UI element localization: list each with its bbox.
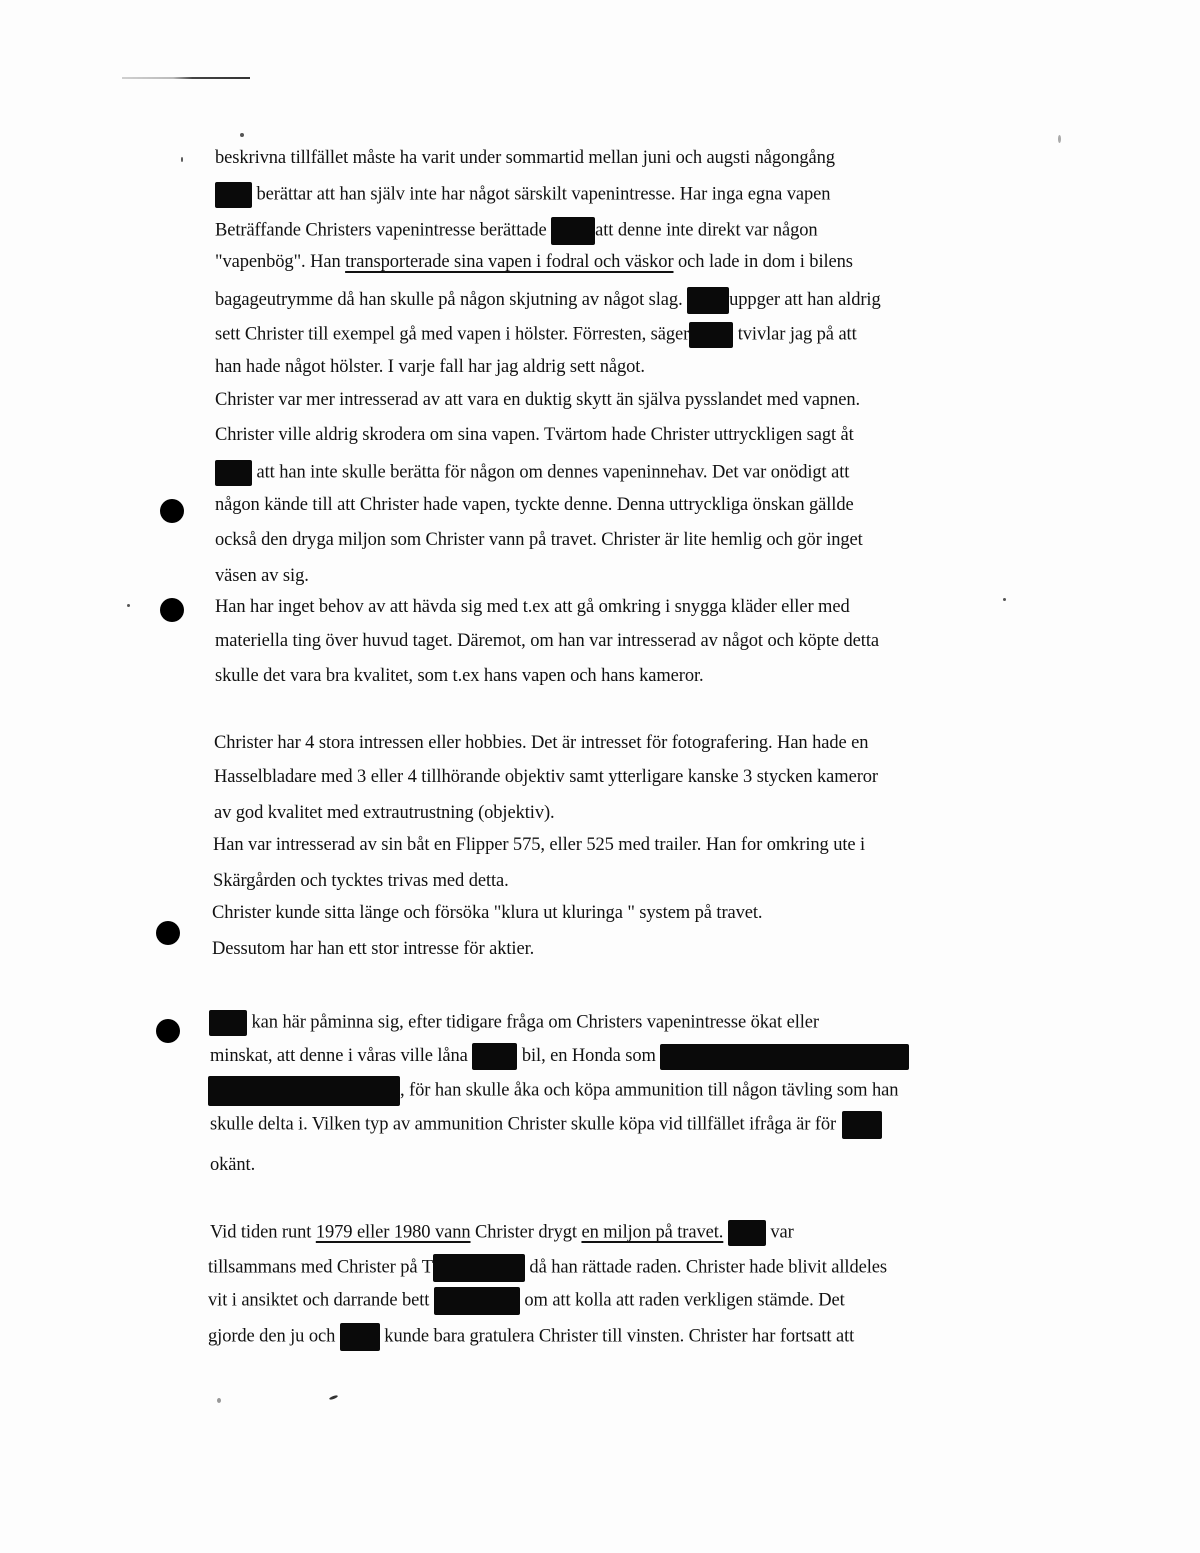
text-line [215,390,860,411]
redaction-block [208,1076,400,1106]
redaction-block [842,1111,882,1139]
text-line [215,495,854,516]
text-line [212,939,534,960]
text-line [215,287,881,314]
text-segment: någon kände till att Christer hade vapen, tyckte denne. Denna uttryckliga önskan gällde [215,495,854,515]
scan-speck [1058,135,1061,143]
text-line [215,217,818,245]
text-segment: , för han skulle åka och köpa ammunition till någon tävling som han [400,1080,899,1101]
text-segment: berättar att han själv inte har något särskilt vapenintresse. Har inga egna vapen [252,184,831,205]
text-segment: Christer var mer intresserad av att vara en duktig skytt än själva pysslandet med vapnen. [215,390,861,410]
text-line [215,357,645,378]
text-segment: Christer har 4 stora intressen eller hobbies. Det är intresset för fotografering. Han hade en [214,733,869,753]
scan-speck [127,604,130,607]
underlined-text: en miljon på travet. [581,1222,724,1243]
margin-bullet-marker [156,921,180,945]
margin-bullet-marker [160,499,184,523]
text-segment: minskat, att denne i våras ville låna [210,1045,473,1066]
text-segment: att denne inte direkt var någon [595,220,818,241]
text-segment: då han rättade raden. Christer hade blivit alldeles [524,1257,887,1278]
redaction-block [551,217,595,245]
text-segment: Beträffande Christers vapenintresse berättade [215,220,552,241]
text-segment: och lade in dom i bilens [673,252,853,272]
text-line [210,1043,909,1070]
text-segment: okänt. [210,1155,256,1175]
redaction-block [660,1044,909,1070]
redaction-block [689,322,733,348]
text-segment: också den dryga miljon som Christer vann på travet. Christer är lite hemlig och gör inget [215,530,863,550]
text-segment: Han har inget behov av att hävda sig med t.ex att gå omkring i snygga kläder eller med [215,597,850,617]
text-segment: Christer ville aldrig skrodera om sina vapen. Tvärtom hade Christer uttryckligen sagt åt [215,425,854,445]
text-line [214,733,868,754]
text-segment: tvivlar jag på att [733,324,857,345]
text-line [215,148,835,169]
text-line [215,530,863,551]
text-line [210,1155,255,1176]
text-line [215,666,704,687]
text-segment: Hasselbladare med 3 eller 4 tillhörande objektiv samt ytterligare kanske 3 stycken kameror [214,767,878,787]
text-line [209,1010,819,1036]
redaction-block [728,1220,766,1246]
text-line [215,322,857,348]
text-line [210,1220,794,1246]
text-line [215,631,879,652]
text-segment: skulle delta i. Vilken typ av ammunition Christer skulle köpa vid tillfället ifråga är för [210,1114,837,1135]
text-segment: kunde bara gratulera Christer till vinsten. Christer har fortsatt att [379,1326,855,1347]
text-line [212,903,762,924]
text-line [210,1111,882,1139]
text-line [208,1323,854,1351]
text-line [214,767,878,788]
margin-bullet-marker [156,1019,180,1043]
text-line [215,460,849,486]
text-segment: materiella ting över huvud taget. Däremot, om han var intresserad av något och köpte detta [215,631,879,651]
redaction-block [209,1010,247,1036]
text-line [215,597,850,618]
scan-speck [181,157,183,162]
header-rule [122,77,250,79]
text-segment: kan här påminna sig, efter tidigare fråga om Christers vapenintresse ökat eller [247,1012,819,1033]
text-segment: att han inte skulle berätta för någon om dennes vapeninnehav. Det var onödigt att [252,462,850,483]
text-segment: tillsammans med Christer på T [208,1257,433,1278]
scan-speck [240,133,244,137]
text-segment: sett Christer till exempel gå med vapen i hölster. Förresten, säger [215,324,690,345]
text-segment: gjorde den ju och [208,1326,340,1347]
text-line [215,182,830,208]
text-segment: han hade något hölster. I varje fall har jag aldrig sett något. [215,357,645,377]
text-line [214,803,555,824]
text-segment: väsen av sig. [215,566,309,586]
redaction-block [215,460,252,486]
text-segment: om att kolla att raden verkligen stämde. Det [519,1290,845,1311]
text-line [213,835,865,856]
text-segment: "vapenbög". Han [215,252,346,272]
text-segment: beskrivna tillfället måste ha varit under sommartid mellan juni och augsti någongång [215,148,835,168]
redaction-block [472,1043,517,1070]
text-line [215,566,309,587]
text-segment: Skärgården och tycktes trivas med detta. [213,871,509,891]
underlined-text: transporterade sina vapen i fodral och väskor [345,252,674,272]
text-segment: uppger att han aldrig [729,289,881,310]
margin-bullet-marker [160,598,184,622]
text-line [208,1076,898,1106]
redaction-block [340,1323,380,1351]
text-segment: vit i ansiktet och darrande bett [208,1290,434,1311]
text-segment: Dessutom har han ett stor intresse för aktier. [212,939,535,959]
text-segment: skulle det vara bra kvalitet, som t.ex hans vapen och hans kameror. [215,666,704,686]
scan-speck [1003,598,1006,601]
text-line [208,1287,845,1315]
underlined-text: 1979 eller 1980 vann [315,1222,471,1243]
text-segment: av god kvalitet med extrautrustning (objektiv). [214,803,555,823]
text-segment: Vid tiden runt [210,1222,316,1243]
redaction-block [687,287,729,314]
text-segment: bagageutrymme då han skulle på någon skjutning av något slag. [215,289,688,310]
text-line [208,1254,887,1282]
text-line [215,252,853,273]
text-line [213,871,509,892]
redaction-block [434,1287,520,1315]
scan-speck [217,1398,221,1403]
text-segment: bil, en Honda som [517,1045,661,1066]
redaction-block [215,182,252,208]
text-segment: Christer kunde sitta länge och försöka "klura ut kluringa " system på travet. [212,903,763,923]
text-segment: var [765,1222,794,1243]
text-segment: Christer drygt [470,1222,582,1243]
redaction-block [433,1254,525,1282]
scan-speck [329,1395,338,1401]
text-segment: Han var intresserad av sin båt en Flipper 575, eller 525 med trailer. Han for omkring ute i [213,835,866,855]
text-line [215,425,854,446]
